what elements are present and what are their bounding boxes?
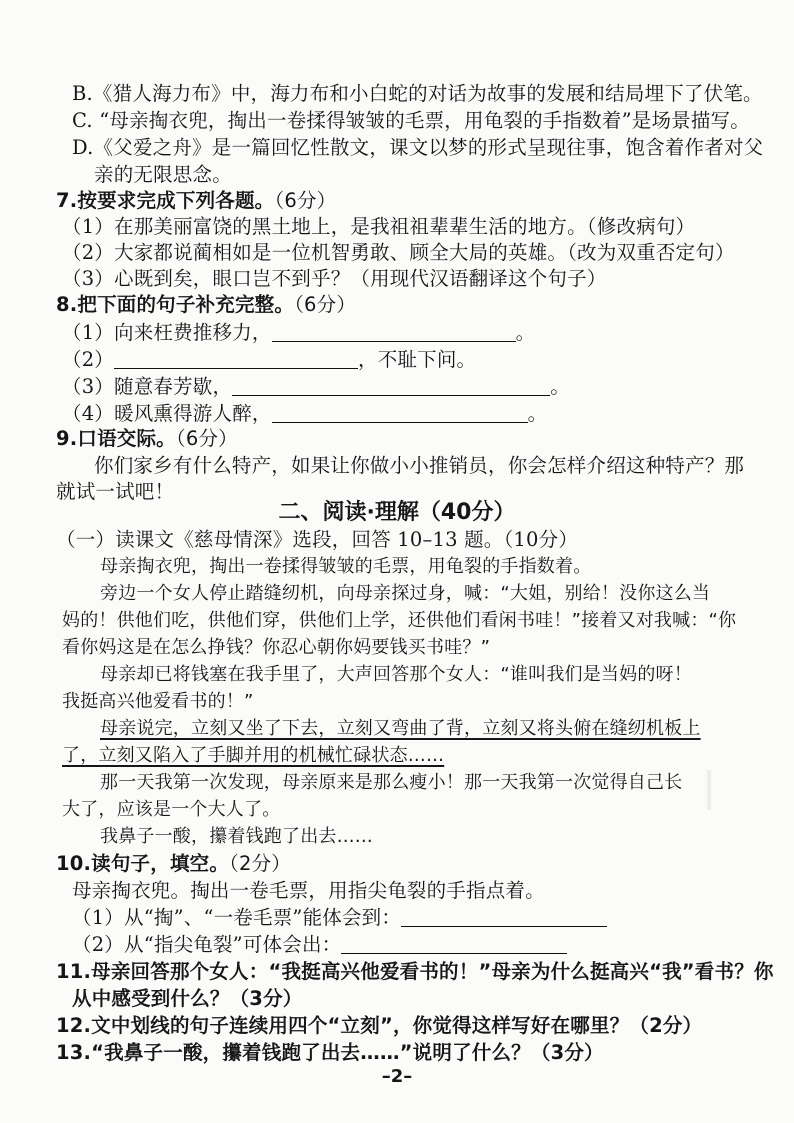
question-8-item-3 — [62, 373, 570, 401]
question-7-points: （6分） — [274, 189, 337, 212]
question-8-title — [56, 291, 356, 319]
question-13: 13.“我鼻子一酸，攥着钱跑了出去……”说明了什么？（3分） — [56, 1041, 604, 1064]
question-11-line1: 11.母亲回答那个女人：“我挺高兴他爱看书的！”母亲为什么挺高兴“我”看书？你 — [56, 960, 774, 983]
option-d-line2: 亲的无限思念。 — [94, 163, 232, 186]
question-8-item-1 — [62, 319, 535, 347]
question-10-item-1 — [72, 904, 607, 932]
question-10-heading: 10.读句子，填空。 — [56, 852, 230, 875]
underlined-sentence-line1: 母亲说完，立刻又坐了下去，立刻又弯曲了背，立刻又将头俯在缝纫机板上 — [100, 718, 701, 739]
passage-line: 那一天我第一次发现，母亲原来是那么瘦小！那一天我第一次觉得自己长 — [100, 772, 683, 793]
option-d-line1: D.《父爱之舟》是一篇回忆性散文，课文以梦的形式呈现往事，饱含着作者对父 — [72, 136, 764, 159]
question-9-title — [56, 425, 238, 453]
paper-crease — [706, 770, 712, 810]
question-9-heading: 9.口语交际。 — [56, 427, 176, 450]
fill-prefix: （2） — [62, 348, 115, 371]
passage-line: 大了，应该是一个大人了。 — [62, 799, 281, 820]
section-heading: 二、阅读·理解（40分） — [278, 500, 516, 525]
question-8-item-2 — [62, 346, 476, 374]
question-9-points: （6分） — [175, 427, 238, 450]
question-10-item-2 — [72, 931, 567, 959]
question-10-sentence: 母亲掏衣兜。掏出一卷毛票，用指尖龟裂的手指点着。 — [72, 879, 545, 902]
question-7-item-3: （3）心既到矣，眼口岂不到乎？（用现代汉语翻译这个句子） — [62, 267, 607, 290]
answer-blank[interactable] — [272, 402, 528, 423]
fill-suffix: ，不耻下问。 — [358, 348, 477, 371]
question-9-text-line1: 你们家乡有什么特产，如果让你做小小推销员，你会怎样介绍这种特产？那 — [94, 454, 745, 477]
question-7-heading: 7.按要求完成下列各题。 — [56, 189, 275, 212]
question-7-title — [56, 187, 336, 215]
question-7-item-1: （1）在那美丽富饶的黑土地上，是我祖祖辈辈生活的地方。（修改病句） — [62, 215, 696, 238]
question-7-item-2: （2）大家都说蔺相如是一位机智勇敢、顾全大局的英雄。（改为双重否定句） — [62, 241, 735, 264]
passage-line: 旁边一个女人停止踏缝纫机，向母亲探过身，喊：“大姐，别给！没你这么当 — [100, 583, 711, 604]
answer-blank[interactable] — [401, 906, 607, 927]
passage-line: 看你妈这是在怎么挣钱？你忍心朝你妈要钱买书哇？” — [62, 637, 491, 658]
option-b: B.《猎人海力布》中，海力布和小白蛇的对话为故事的发展和结局埋下了伏笔。 — [72, 82, 763, 105]
fill-prefix: （4）暖风熏得游人醉， — [62, 402, 272, 425]
fill-prefix: （1）从“掏”、“一卷毛票”能体会到： — [72, 906, 402, 929]
fill-prefix: （1）向来枉费推移力， — [62, 321, 272, 344]
page-number: –2– — [381, 1066, 413, 1087]
option-c: C. “母亲掏衣兜，掏出一卷揉得皱皱的毛票，用龟裂的手指数着”是场景描写。 — [72, 109, 750, 132]
fill-suffix: 。 — [550, 375, 570, 398]
question-8-item-4 — [62, 400, 547, 428]
question-10-points: （2分） — [229, 852, 292, 875]
answer-blank[interactable] — [341, 933, 567, 954]
fill-suffix: 。 — [527, 402, 548, 425]
passage-line: 母亲掏衣兜，掏出一卷揉得皱皱的毛票，用龟裂的手指数着。 — [100, 556, 592, 577]
question-8-points: （6分） — [294, 293, 357, 316]
answer-blank[interactable] — [232, 375, 550, 396]
passage-line: 妈的！供他们吃，供他们穿，供他们上学，还供他们看闲书哇！”接着又对我喊：“你 — [62, 610, 737, 631]
answer-blank[interactable] — [114, 348, 358, 369]
question-10-title — [56, 850, 291, 878]
passage-line: 母亲却已将钱塞在我手里了，大声回答那个女人：“谁叫我们是当妈的呀！ — [100, 664, 692, 685]
question-8-heading: 8.把下面的句子补充完整。 — [56, 293, 295, 316]
passage-line: 我挺高兴他爱看书的！” — [62, 691, 254, 712]
passage-intro: （一）读课文《慈母情深》选段，回答 10–13 题。（10分） — [56, 528, 579, 551]
fill-suffix: 。 — [515, 321, 536, 344]
question-11-line2: 从中感受到什么？（3分） — [72, 987, 303, 1010]
passage-line: 我鼻子一酸，攥着钱跑了出去…… — [100, 826, 373, 847]
underlined-sentence-line2: 了，立刻又陷入了手脚并用的机械忙碌状态…… — [62, 745, 445, 766]
question-9-text-line2: 就试一试吧！ — [56, 480, 175, 503]
fill-prefix: （3）随意春芳歇， — [62, 375, 233, 398]
question-12: 12.文中划线的句子连续用四个“立刻”，你觉得这样写好在哪里？（2分） — [56, 1014, 703, 1037]
answer-blank[interactable] — [272, 321, 516, 342]
fill-prefix: （2）从“指尖龟裂”可体会出： — [72, 933, 342, 956]
